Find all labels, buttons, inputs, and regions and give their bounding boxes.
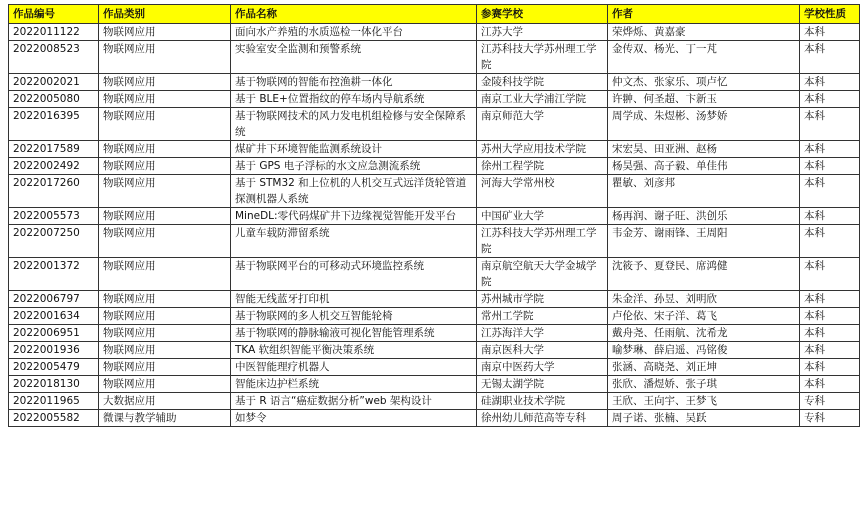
cell-id: 2022016395 (9, 108, 99, 141)
cell-authors: 王欣、王向宇、王梦飞 (608, 393, 800, 410)
cell-authors: 杨再润、谢子旺、洪创乐 (608, 208, 800, 225)
cell-category: 大数据应用 (99, 393, 231, 410)
cell-category: 物联网应用 (99, 74, 231, 91)
cell-school: 江苏科技大学苏州理工学院 (477, 41, 608, 74)
header-row (9, 5, 860, 24)
cell-school: 徐州幼儿师范高等专科 (477, 410, 608, 427)
cell-title: 基于物联网的静脉输液可视化智能管理系统 (231, 325, 477, 342)
cell-authors: 宋宏昊、田亚洲、赵杨 (608, 141, 800, 158)
cell-id: 2022002021 (9, 74, 99, 91)
table-row (9, 74, 860, 91)
cell-school-type: 本科 (800, 141, 860, 158)
cell-id: 2022002492 (9, 158, 99, 175)
table-row (9, 158, 860, 175)
cell-school: 苏州大学应用技术学院 (477, 141, 608, 158)
cell-category: 物联网应用 (99, 24, 231, 41)
cell-title: 基于 GPS 电子浮标的水文应急测流系统 (231, 158, 477, 175)
cell-category: 物联网应用 (99, 258, 231, 291)
cell-category: 物联网应用 (99, 108, 231, 141)
cell-category: 物联网应用 (99, 208, 231, 225)
cell-authors: 韦金芳、谢雨锋、王周阳 (608, 225, 800, 258)
cell-title: 基于 R 语言“癌症数据分析”web 架构设计 (231, 393, 477, 410)
cell-school: 徐州工程学院 (477, 158, 608, 175)
cell-authors: 张涵、高晓尧、刘正坤 (608, 359, 800, 376)
cell-id: 2022001372 (9, 258, 99, 291)
table-row (9, 41, 860, 74)
cell-school-type: 本科 (800, 225, 860, 258)
cell-category: 物联网应用 (99, 359, 231, 376)
cell-school-type: 本科 (800, 91, 860, 108)
cell-category: 物联网应用 (99, 158, 231, 175)
table-row (9, 175, 860, 208)
cell-authors: 沈筱予、夏登民、席鸿健 (608, 258, 800, 291)
cell-category: 微课与教学辅助 (99, 410, 231, 427)
cell-category: 物联网应用 (99, 308, 231, 325)
cell-school-type: 专科 (800, 393, 860, 410)
cell-id: 2022006797 (9, 291, 99, 308)
cell-school: 江苏大学 (477, 24, 608, 41)
cell-authors: 许翀、何圣超、卞新玉 (608, 91, 800, 108)
cell-school: 金陵科技学院 (477, 74, 608, 91)
cell-category: 物联网应用 (99, 41, 231, 74)
header-id: 作品编号 (9, 5, 99, 24)
cell-school-type: 本科 (800, 258, 860, 291)
cell-title: 儿童车载防滞留系统 (231, 225, 477, 258)
table-row (9, 325, 860, 342)
cell-authors: 仲文杰、张家乐、项卢忆 (608, 74, 800, 91)
cell-school: 硅湖职业技术学院 (477, 393, 608, 410)
cell-school-type: 本科 (800, 325, 860, 342)
cell-category: 物联网应用 (99, 225, 231, 258)
cell-id: 2022005573 (9, 208, 99, 225)
cell-authors: 张欣、潘煜娇、张子琪 (608, 376, 800, 393)
header-school-type: 学校性质 (800, 5, 860, 24)
cell-authors: 周学成、朱煜彬、汤梦娇 (608, 108, 800, 141)
cell-school-type: 本科 (800, 74, 860, 91)
header-title: 作品名称 (231, 5, 477, 24)
cell-category: 物联网应用 (99, 141, 231, 158)
cell-id: 2022006951 (9, 325, 99, 342)
cell-school: 苏州城市学院 (477, 291, 608, 308)
cell-school-type: 本科 (800, 24, 860, 41)
table-row (9, 393, 860, 410)
cell-school-type: 本科 (800, 208, 860, 225)
results-table-wrap (8, 4, 860, 427)
table-row (9, 208, 860, 225)
cell-title: 实验室安全监测和预警系统 (231, 41, 477, 74)
cell-authors: 荣烨烁、黄嘉豪 (608, 24, 800, 41)
cell-title: 基于物联网技术的风力发电机组检修与安全保障系统 (231, 108, 477, 141)
cell-category: 物联网应用 (99, 325, 231, 342)
cell-id: 2022011122 (9, 24, 99, 41)
cell-title: 基于 BLE+位置指纹的停车场内导航系统 (231, 91, 477, 108)
cell-school-type: 专科 (800, 410, 860, 427)
cell-school: 无锡太湖学院 (477, 376, 608, 393)
table-row (9, 258, 860, 291)
cell-category: 物联网应用 (99, 91, 231, 108)
cell-title: 基于物联网的多人机交互智能轮椅 (231, 308, 477, 325)
cell-school: 南京中医药大学 (477, 359, 608, 376)
cell-title: 基于 STM32 和上位机的人机交互式远洋货轮管道探测机器人系统 (231, 175, 477, 208)
table-row (9, 291, 860, 308)
cell-school: 江苏海洋大学 (477, 325, 608, 342)
cell-school-type: 本科 (800, 359, 860, 376)
cell-school-type: 本科 (800, 376, 860, 393)
cell-title: 基于物联网的智能布控渔耕一体化 (231, 74, 477, 91)
cell-title: 面向水产养殖的水质巡检一体化平台 (231, 24, 477, 41)
table-row (9, 410, 860, 427)
cell-id: 2022008523 (9, 41, 99, 74)
table-row (9, 108, 860, 141)
cell-id: 2022017589 (9, 141, 99, 158)
cell-school-type: 本科 (800, 41, 860, 74)
table-row (9, 308, 860, 325)
cell-school-type: 本科 (800, 108, 860, 141)
header-category: 作品类别 (99, 5, 231, 24)
cell-school: 常州工学院 (477, 308, 608, 325)
cell-school-type: 本科 (800, 342, 860, 359)
cell-title: 中医智能理疗机器人 (231, 359, 477, 376)
cell-school: 南京师范大学 (477, 108, 608, 141)
results-table (8, 4, 860, 427)
table-row (9, 359, 860, 376)
cell-title: 智能无线蓝牙打印机 (231, 291, 477, 308)
cell-category: 物联网应用 (99, 175, 231, 208)
cell-title: 如梦令 (231, 410, 477, 427)
cell-category: 物联网应用 (99, 291, 231, 308)
cell-authors: 戴舟尧、任雨航、沈希龙 (608, 325, 800, 342)
cell-id: 2022001936 (9, 342, 99, 359)
cell-school-type: 本科 (800, 175, 860, 208)
cell-title: 基于物联网平台的可移动式环境监控系统 (231, 258, 477, 291)
cell-authors: 朱金洋、孙昱、刘明欣 (608, 291, 800, 308)
table-row (9, 342, 860, 359)
cell-id: 2022011965 (9, 393, 99, 410)
cell-id: 2022005479 (9, 359, 99, 376)
header-school: 参赛学校 (477, 5, 608, 24)
cell-school-type: 本科 (800, 308, 860, 325)
table-row (9, 225, 860, 258)
cell-authors: 瞿敏、刘彦邦 (608, 175, 800, 208)
cell-title: 智能床边护栏系统 (231, 376, 477, 393)
cell-id: 2022017260 (9, 175, 99, 208)
cell-school: 南京医科大学 (477, 342, 608, 359)
cell-school-type: 本科 (800, 158, 860, 175)
cell-category: 物联网应用 (99, 376, 231, 393)
cell-authors: 金传双、杨光、丁一芃 (608, 41, 800, 74)
cell-school: 河海大学常州校 (477, 175, 608, 208)
cell-authors: 杨昊强、高子毅、单佳伟 (608, 158, 800, 175)
cell-id: 2022005080 (9, 91, 99, 108)
table-row (9, 376, 860, 393)
cell-authors: 喻梦琳、薛启遥、冯铭俊 (608, 342, 800, 359)
cell-authors: 周子诺、张楠、吴跃 (608, 410, 800, 427)
table-row (9, 141, 860, 158)
cell-school: 南京工业大学浦江学院 (477, 91, 608, 108)
table-row (9, 91, 860, 108)
cell-school: 江苏科技大学苏州理工学院 (477, 225, 608, 258)
cell-id: 2022001634 (9, 308, 99, 325)
cell-id: 2022007250 (9, 225, 99, 258)
cell-school-type: 本科 (800, 291, 860, 308)
header-authors: 作者 (608, 5, 800, 24)
table-body (9, 24, 860, 427)
cell-id: 2022018130 (9, 376, 99, 393)
cell-title: TKA 软组织智能平衡决策系统 (231, 342, 477, 359)
cell-school: 南京航空航天大学金城学院 (477, 258, 608, 291)
cell-school: 中国矿业大学 (477, 208, 608, 225)
cell-category: 物联网应用 (99, 342, 231, 359)
cell-title: 煤矿井下环境智能监测系统设计 (231, 141, 477, 158)
table-row (9, 24, 860, 41)
cell-id: 2022005582 (9, 410, 99, 427)
cell-authors: 卢伦依、宋子洋、葛飞 (608, 308, 800, 325)
cell-title: MineDL:零代码煤矿井下边缘视觉智能开发平台 (231, 208, 477, 225)
